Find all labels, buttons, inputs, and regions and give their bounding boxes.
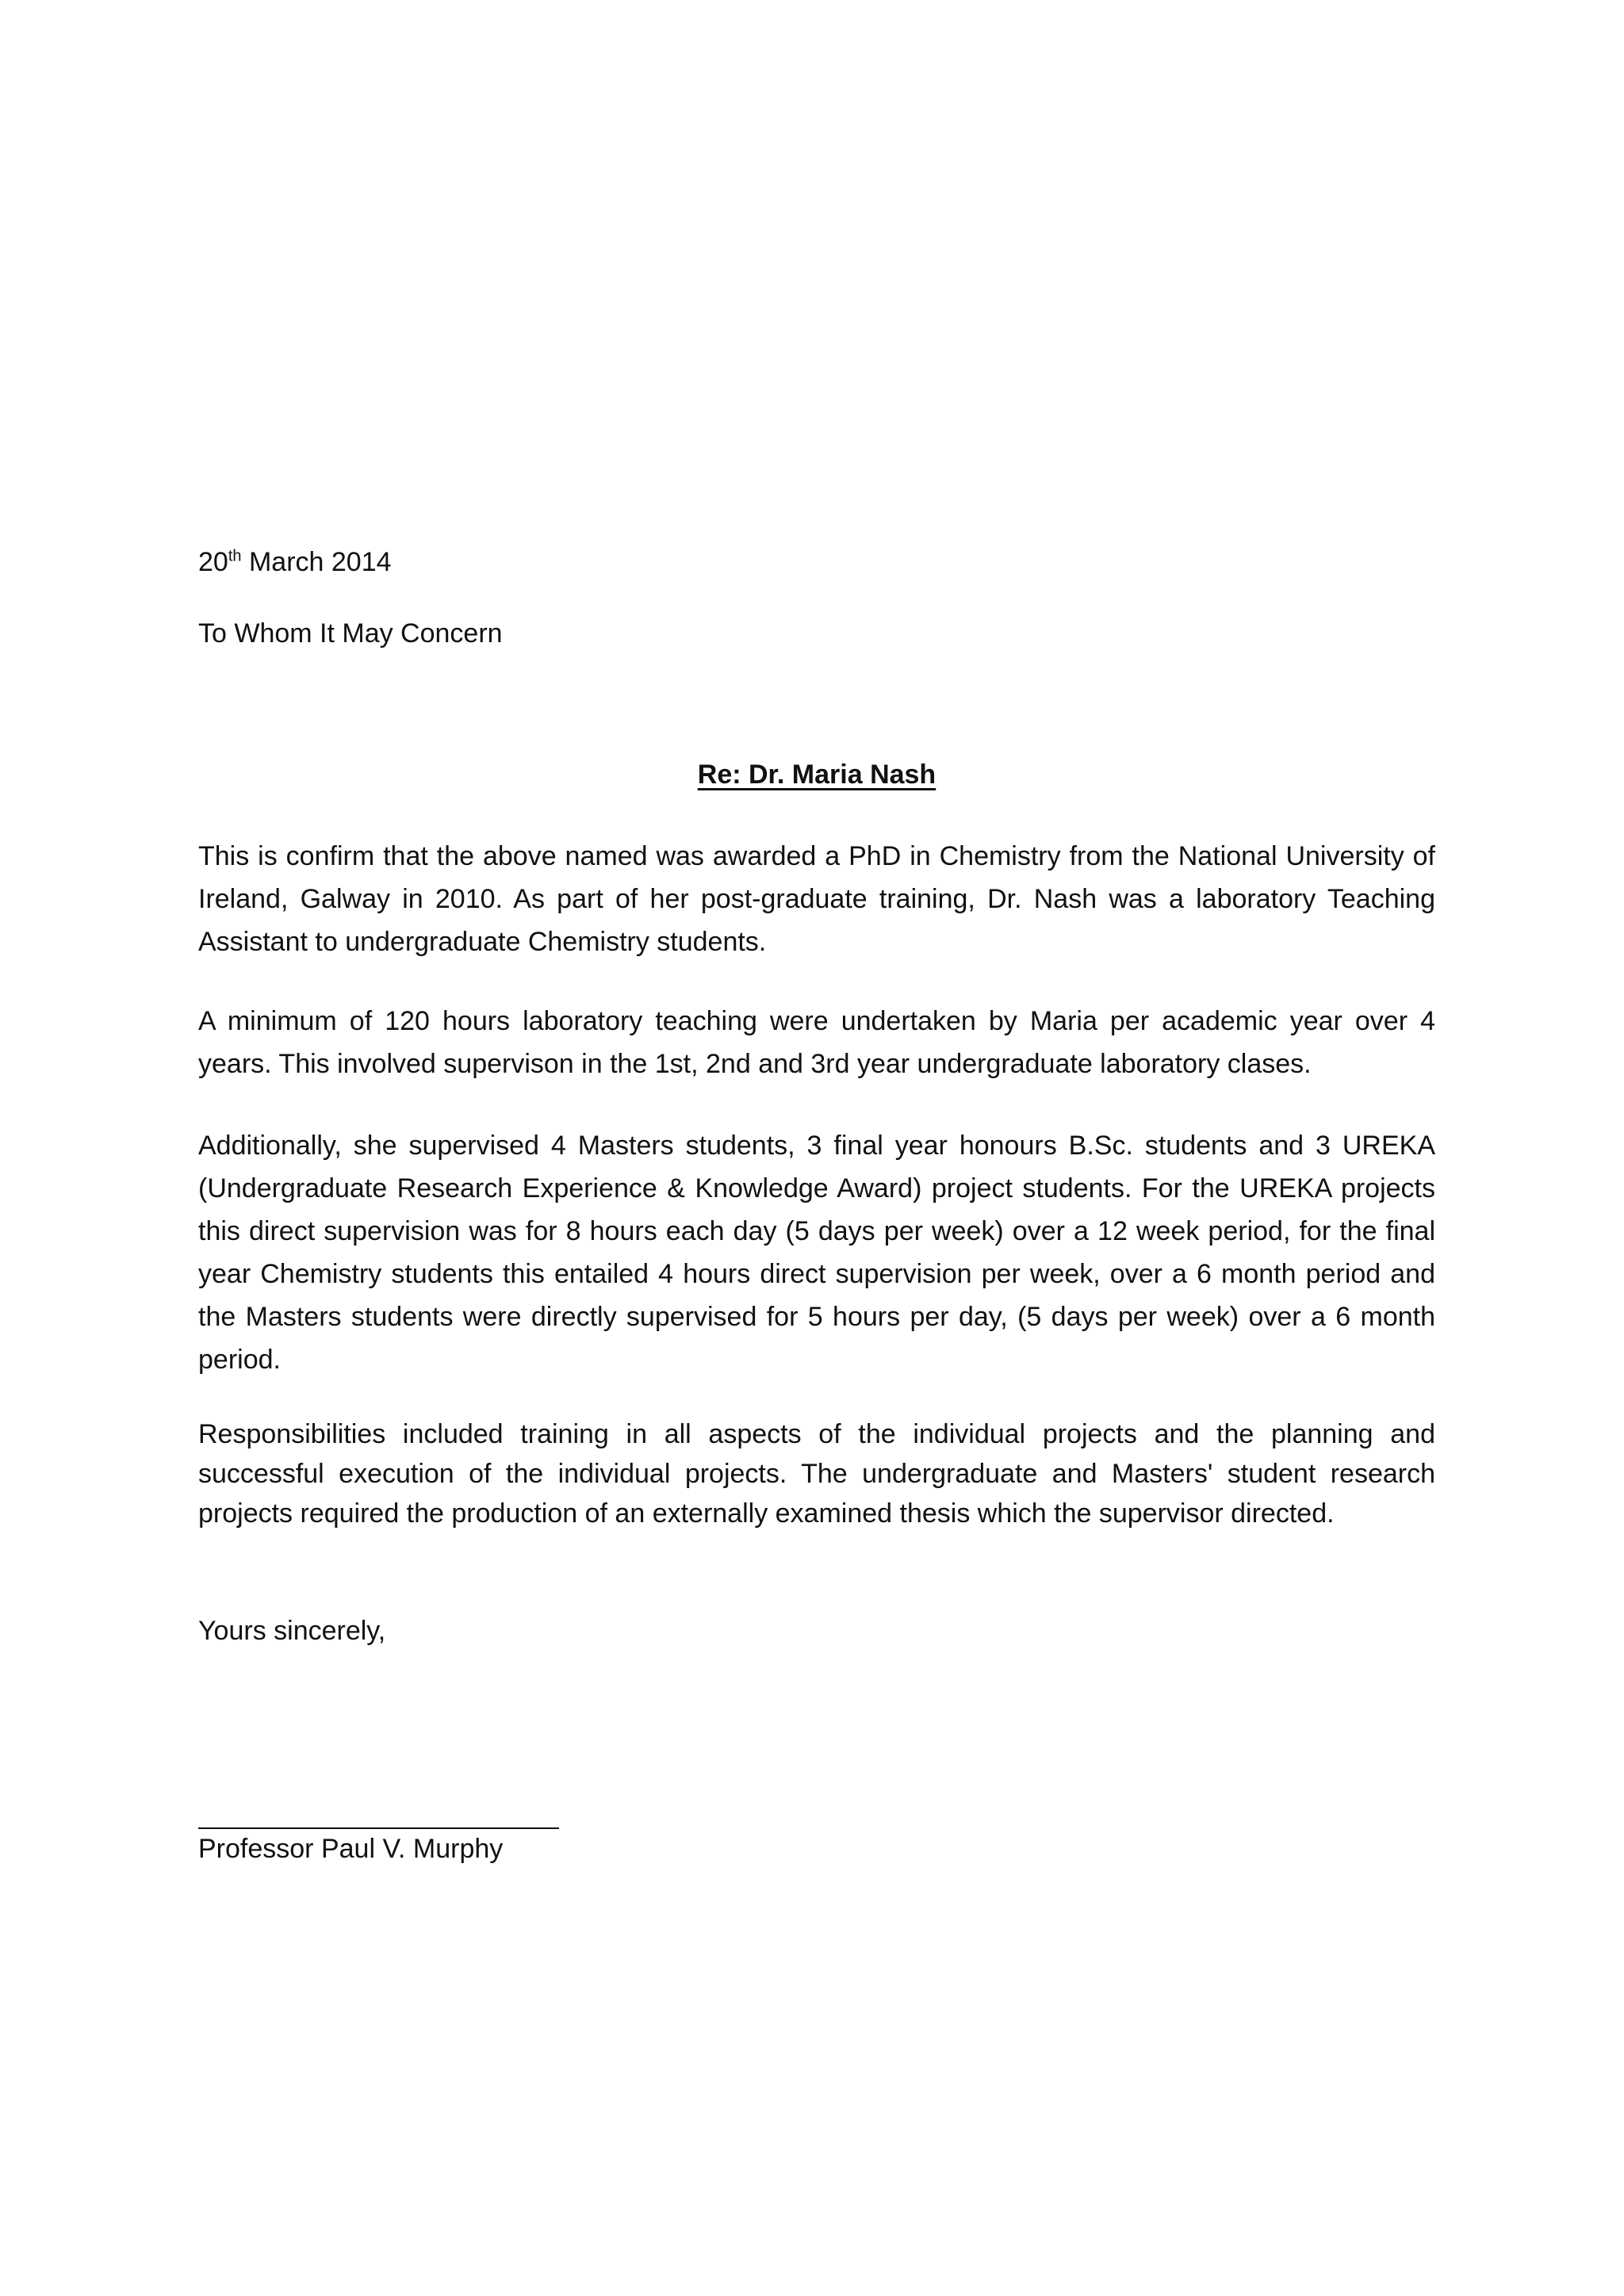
signatory-name: Professor Paul V. Murphy [198, 1834, 504, 1864]
paragraph-lab-teaching: A minimum of 120 hours laboratory teaching were undertaken by Maria per academic year over 4 years. This involved supervison in the 1st, 2nd and 3rd year undergraduate laboratory clases. [198, 1006, 1435, 1079]
date-day: 20 [198, 547, 228, 577]
subject-line: Re: Dr. Maria Nash [697, 760, 936, 790]
letter-date [198, 541, 1435, 584]
paragraph-supervision: Additionally, she supervised 4 Masters students, 3 final year honours B.Sc. students and 3 UREKA (Undergraduate Research Experience & Knowledge Award) project students. For the UREKA projects this direct supervision was for 8 hours each day (5 days per week) over a 12 week period, for the final year Chemistry students this entailed 4 hours direct supervision per week, over a 6 month period and the Masters students were directly supervised for 5 hours per day, (5 days per week) over a 6 month period. [198, 1131, 1435, 1375]
date-month-year: March 2014 [241, 547, 392, 577]
paragraph-responsibilities: Responsibilities included training in all aspects of the individual projects and the planning and successful execution of the individual projects. The undergraduate and Masters' student research projects required the production of an externally examined thesis which the supervisor directed. [198, 1419, 1435, 1529]
salutation: To Whom It May Concern [198, 618, 503, 649]
date-suffix: th [228, 547, 242, 565]
closing: Yours sincerely, [198, 1616, 386, 1646]
paragraph-phd-award: This is confirm that the above named was awarded a PhD in Chemistry from the National University of Ireland, Galway in 2010. As part of her post-graduate training, Dr. Nash was a laboratory Teaching Assistant to undergraduate Chemistry students. [198, 841, 1435, 957]
